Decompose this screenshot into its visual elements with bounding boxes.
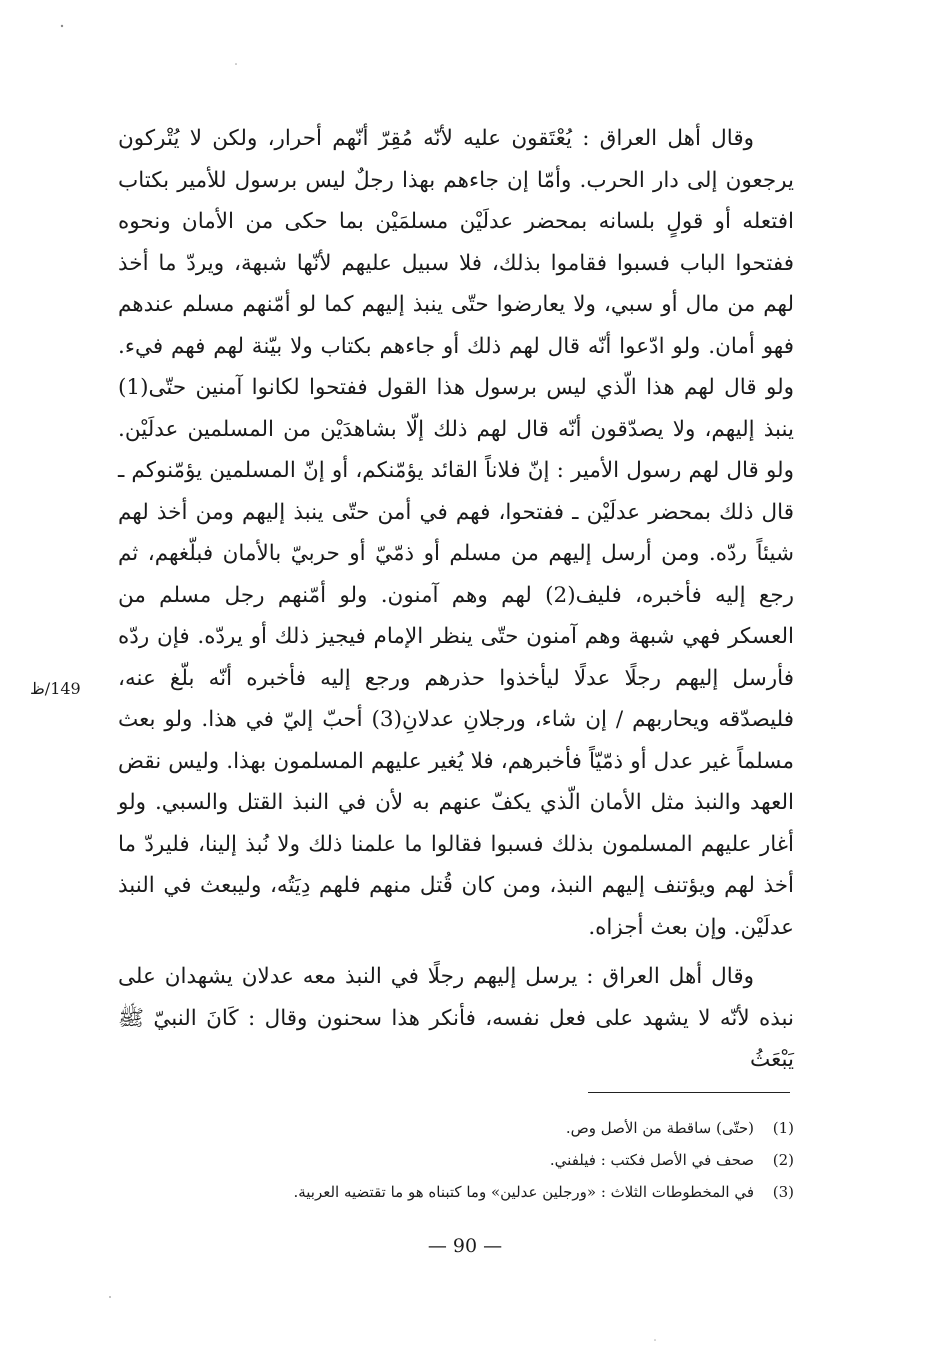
paragraph-1: وقال أهل العراق : يُعْتَقون عليه لأنّه مُقِرّ أنّهم أحرار، ولكن لا يُتْركون يرجعون إلى دار الحرب. وأمّا إن جاءهم بهذا رجلٌ ليس برسول للأمير بكتاب افتعله أو قولٍ بلسانه بمحضر عدلَيْن مسلمَيْن بما حكى من الأمان ونحوه ففتحوا الباب فسبوا فقاموا بذلك، فلا سبيل عليهم لأنّها شبهة، ويردّ ما أخذ لهم من مال أو سبي، ولا يعارضوا حتّى ينبذ إليهم كما لو أمّنهم مسلم عندهم فهو أمان. ولو ادّعوا أنّه قال لهم ذلك أو جاءهم بكتاب ولا بيّنة لهم فهم فيء. ولو قال لهم هذا الّذي ليس برسول هذا القول ففتحوا لكانوا آمنين حتّى(1) ينبذ إليهم، ولا يصدّقون أنّه قال لهم ذلك إلّا بشاهدَيْن من المسلمين عدلَيْن. ولو قال لهم رسول الأمير : إنّ فلاناً القائد يؤمّنكم، أو إنّ المسلمين يؤمّنوكم ـ قال ذلك بمحضر عدلَيْن ـ ففتحوا، فهم في أمن حتّى ينبذ إليهم ومن أخذ لهم شيئاً ردّه. ومن أرسل إليهم من مسلم أو ذمّيّ أو حربيّ بالأمان فبلّغهم، ثم رجع إليه فأخبره، فليف(2) لهم وهم آمنون. ولو أمّنهم رجل مسلم من العسكر فهي شبهة وهم آمنون حتّى ينظر الإمام فيجيز ذلك أو يردّه. فإن ردّه فأرسل إليهم رجلًا عدلًا ليأخذوا حذرهم ورجع إليه فأخبره أنّه بلّغ عنه، فليصدّقه ويحاربهم / إن شاء، ورجلانِ عدلانِ(3) أحبّ إليّ في هذا. ولو بعث مسلماً غير عدل أو ذمّيّاً فأخبرهم، فلا يُغير عليهم المسلمون بهذا. وليس نقض العهد والنبذ مثل الأمان الّذي يكفّ عنهم به لأن في النبذ القتل والسبي. ولو أغار عليهم المسلمون بذلك فسبوا فقالوا ما علمنا ذلك ولا نُبذ إلينا، فليردّ ما أخذ لهم ويؤتنف إليهم النبذ، ومن كان قُتل منهم فلهم دِيَتُه، وليبعث في النبذ عدلَيْن. وإن بعث أجزاه. bbox=[118, 126, 794, 940]
footnote-text: (حتّى) ساقطة من الأصل وص. bbox=[565, 1119, 754, 1137]
footnote-number: (3) bbox=[772, 1183, 794, 1201]
folio-margin-note: 149/ظ bbox=[30, 679, 81, 698]
page-number: — 90 — bbox=[427, 1235, 503, 1257]
paragraph-2: وقال أهل العراق : يرسل إليهم رجلًا في النبذ معه عدلان يشهدان على نبذه لأنّه لا يشهد على فعل نفسه، فأنكر هذا سحنون وقال : كَانَ النبيّ ﷺ يَبْعَثُ bbox=[118, 964, 794, 1072]
footnote-text: صحف في الأصل فكتب : فيلفني. bbox=[549, 1151, 754, 1169]
footnote-number: (1) bbox=[772, 1119, 794, 1137]
footnote-text: في المخطوطات الثلاث : «ورجلين عدلين» وما كتبناه هو ما تقتضيه العربية. bbox=[293, 1183, 754, 1201]
footnote-number: (2) bbox=[772, 1151, 794, 1169]
